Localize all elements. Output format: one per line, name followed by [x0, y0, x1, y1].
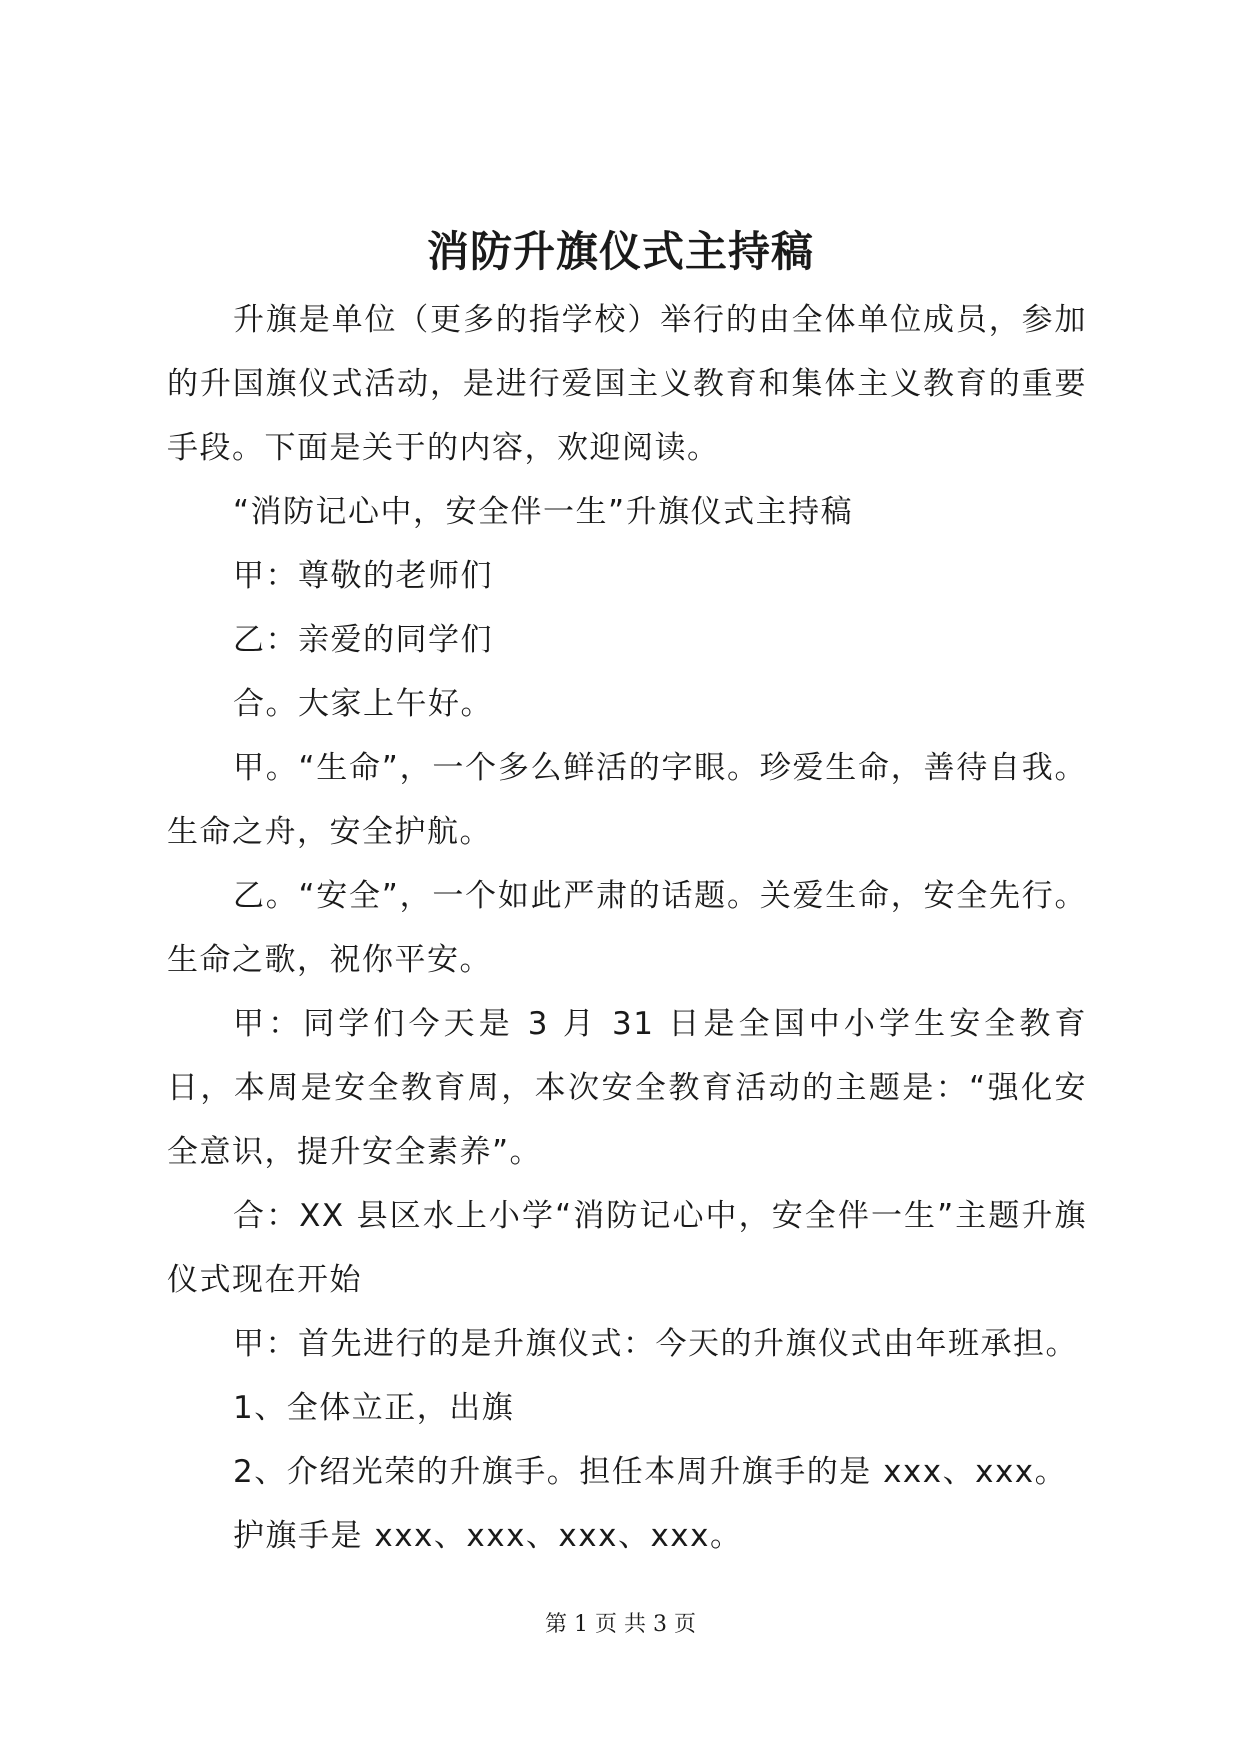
paragraph-safety-day: 甲：同学们今天是 3 月 31 日是全国中小学生安全教育日，本周是安全教育周，本次安全教育活动的主题是：“强化安全意识，提升安全素养”。 [167, 1006, 1087, 1170]
paragraph-intro: 升旗是单位（更多的指学校）举行的由全体单位成员，参加的升国旗仪式活动，是进行爱国主义教育和集体主义教育的重要手段。下面是关于的内容，欢迎阅读。 [167, 302, 1087, 466]
paragraph-safety: 乙。“安全”，一个如此严肃的话题。关爱生命，安全先行。生命之歌，祝你平安。 [167, 878, 1087, 978]
page-number-footer: 第 1 页 共 3 页 [545, 1612, 696, 1637]
paragraph-life: 甲。“生命”，一个多么鲜活的字眼。珍爱生命，善待自我。生命之舟，安全护航。 [167, 750, 1087, 850]
list-item-1: 1、全体立正，出旗 [233, 1390, 515, 1426]
document-title: 消防升旗仪式主持稿 [426, 227, 814, 276]
list-item-2: 2、介绍光荣的升旗手。担任本周升旗手的是 xxx、xxx。 [233, 1454, 1068, 1490]
paragraph-greeting-all: 合。大家上午好。 [233, 686, 493, 722]
paragraph-greeting-students: 乙：亲爱的同学们 [233, 622, 493, 658]
paragraph-flag-guards: 护旗手是 xxx、xxx、xxx、xxx。 [233, 1518, 743, 1554]
paragraph-greeting-teachers: 甲：尊敬的老师们 [233, 558, 493, 594]
paragraph-ceremony-start: 合：XX 县区水上小学“消防记心中，安全伴一生”主题升旗仪式现在开始 [167, 1198, 1087, 1298]
document-body [167, 288, 1087, 1568]
paragraph-subtitle: “消防记心中，安全伴一生”升旗仪式主持稿 [233, 494, 854, 530]
paragraph-flag-raising: 甲：首先进行的是升旗仪式：今天的升旗仪式由年班承担。 [233, 1326, 1078, 1362]
